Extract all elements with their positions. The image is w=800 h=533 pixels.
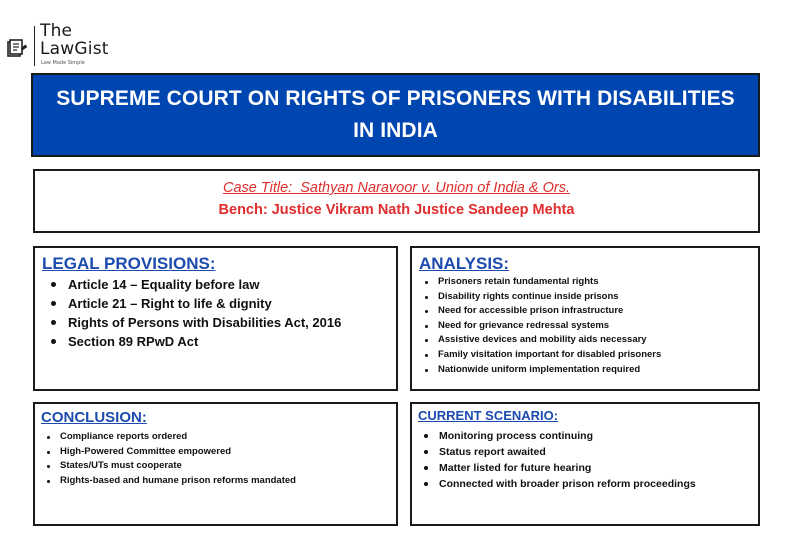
title-banner: [31, 73, 760, 157]
list-item: Rights-based and humane prison reforms mandated: [47, 474, 396, 489]
list-item: Assistive devices and mobility aids necessary: [425, 333, 758, 348]
analysis-panel: [410, 246, 760, 391]
gavel-book-icon: [6, 36, 28, 58]
list-item: Family visitation important for disabled prisoners: [425, 348, 758, 363]
list-item: Need for accessible prison infrastructure: [425, 304, 758, 319]
list-item: Status report awaited: [424, 444, 758, 460]
current-scenario-panel: [410, 402, 760, 526]
list-item: Monitoring process continuing: [424, 428, 758, 444]
list-item: States/UTs must cooperate: [47, 459, 396, 474]
logo-divider: [34, 26, 35, 66]
list-item: Article 14 – Equality before law: [51, 275, 396, 294]
page-title: SUPREME COURT ON RIGHTS OF PRISONERS WITH DISABILITIES IN INDIA: [56, 87, 735, 142]
list-item: Compliance reports ordered: [47, 430, 396, 445]
case-title: Case Title: Sathyan Naravoor v. Union of India & Ors.: [223, 180, 570, 196]
current-scenario-heading: CURRENT SCENARIO:: [418, 408, 559, 423]
legal-provisions-heading: LEGAL PROVISIONS:: [42, 254, 216, 273]
list-item: Prisoners retain fundamental rights: [425, 275, 758, 290]
list-item: Section 89 RPwD Act: [51, 332, 396, 351]
brand-logo: [6, 22, 136, 70]
list-item: Connected with broader prison reform proceedings: [424, 476, 758, 492]
list-item: Disability rights continue inside prisons: [425, 290, 758, 305]
list-item: High-Powered Committee empowered: [47, 445, 396, 460]
logo-name-line2: LawGist: [40, 39, 109, 59]
current-scenario-list: [418, 428, 758, 492]
list-item: Matter listed for future hearing: [424, 460, 758, 476]
conclusion-list: [41, 430, 396, 488]
logo-wordmark: [40, 22, 109, 58]
logo-name-line1: The: [40, 21, 73, 41]
list-item: Nationwide uniform implementation required: [425, 363, 758, 378]
conclusion-heading: CONCLUSION:: [41, 409, 147, 426]
analysis-list: [419, 275, 758, 377]
conclusion-panel: [33, 402, 398, 526]
legal-provisions-list: [42, 275, 396, 351]
list-item: Need for grievance redressal systems: [425, 319, 758, 334]
analysis-heading: ANALYSIS:: [419, 254, 510, 273]
logo-tagline: Law Made Simple: [41, 60, 85, 66]
legal-provisions-panel: [33, 246, 398, 391]
list-item: Article 21 – Right to life & dignity: [51, 294, 396, 313]
case-info-box: [33, 169, 760, 233]
list-item: Rights of Persons with Disabilities Act, 2016: [51, 313, 396, 332]
bench-info: Bench: Justice Vikram Nath Justice Sandeep Mehta: [218, 202, 575, 218]
